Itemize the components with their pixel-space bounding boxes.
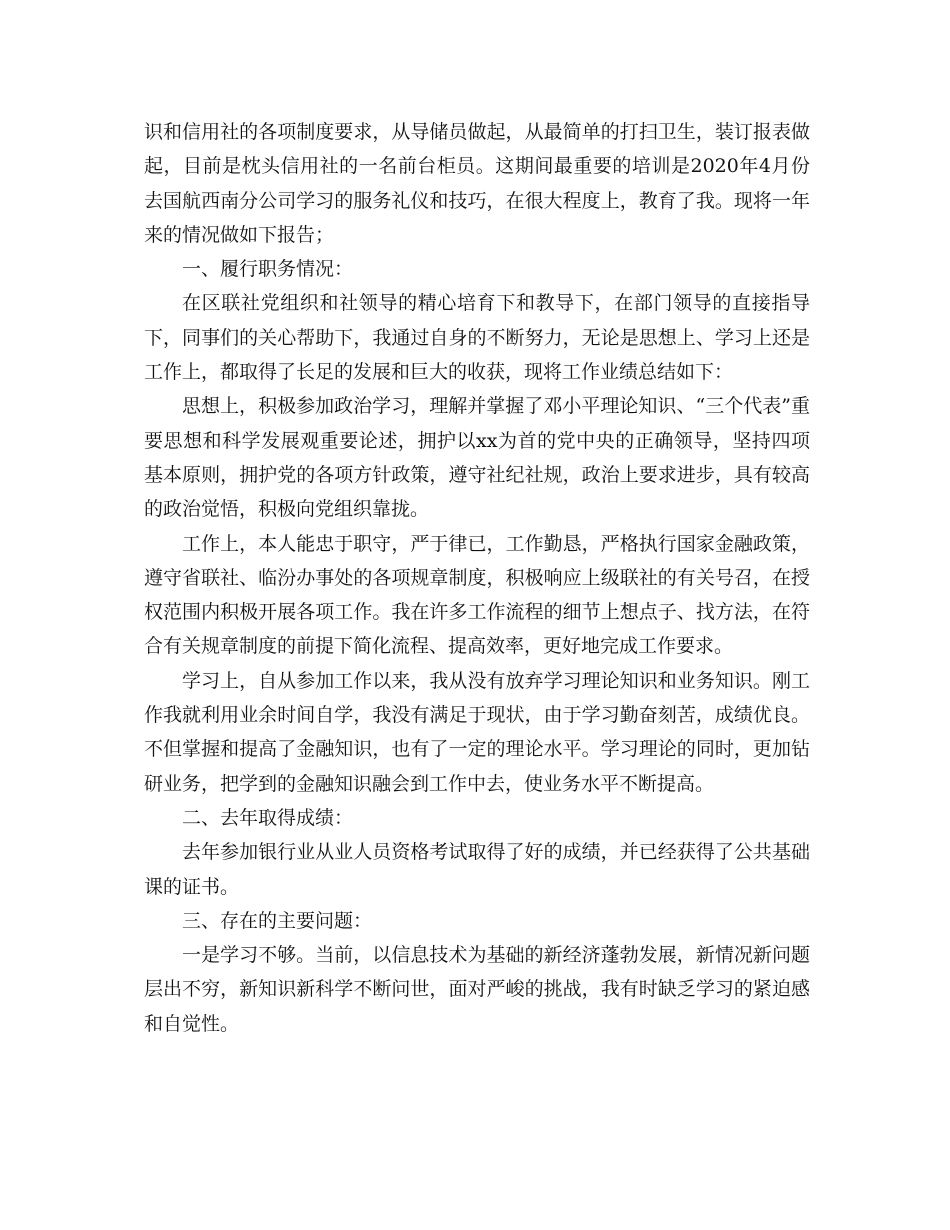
section-heading-achievements: 二、去年取得成绩：	[182, 806, 354, 829]
paragraph-work: 工作上，本人能忠于职守，严于律已，工作勤恳，严格执行国家金融政策，遵守省联社、临汾办事处的各项规章制度，积极响应上级联社的有关号召，在授权范围内积极开展各项工作。我在许多工作流程的细节上想点子、找方法，在符合有关规章制度的前提下简化流程、提高效率，更好地完成工作要求。	[144, 532, 810, 658]
paragraph-duties-summary: 在区联社党组织和社领导的精心培育下和教导下，在部门领导的直接指导下，同事们的关心帮助下，我通过自身的不断努力，无论是思想上、学习上还是工作上，都取得了长足的发展和巨大的收获，现将工作业绩总结如下：	[144, 292, 810, 384]
section-heading-problems: 三、存在的主要问题：	[182, 909, 373, 932]
paragraph-problems: 一是学习不够。当前，以信息技术为基础的新经济蓬勃发展，新情况新问题层出不穷，新知识新科学不断问世，面对严峻的挑战，我有时缺乏学习的紧迫感和自觉性。	[144, 944, 810, 1035]
paragraph-ideology: 思想上，积极参加政治学习，理解并掌握了邓小平理论知识、“三个代表”重要思想和科学发展观重要论述，拥护以xx为首的党中央的正确领导，坚持四项基本原则，拥护党的各项方针政策，遵守社纪社规，政治上要求进步，具有较高的政治觉悟，积极向党组织靠拢。	[144, 395, 810, 521]
paragraph-intro: 识和信用社的各项制度要求，从导储员做起，从最简单的打扫卫生，装订报表做起，目前是枕头信用社的一名前台柜员。这期间最重要的培训是2020年4月份去国航西南分公司学习的服务礼仪和技巧，在很大程度上，教育了我。现将一年来的情况做如下报告；	[144, 121, 810, 246]
paragraph-achievements: 去年参加银行业从业人员资格考试取得了好的成绩，并已经获得了公共基础课的证书。	[144, 841, 810, 898]
document-body	[144, 115, 810, 1041]
section-heading-duties: 一、履行职务情况：	[182, 258, 354, 281]
paragraph-study: 学习上，自从参加工作以来，我从没有放弃学习理论知识和业务知识。刚工作我就利用业余时间自学，我没有满足于现状，由于学习勤奋刻苦，成绩优良。不但掌握和提高了金融知识，也有了一定的理论水平。学习理论的同时，更加钻研业务，把学到的金融知识融会到工作中去，使业务水平不断提高。	[144, 669, 810, 795]
